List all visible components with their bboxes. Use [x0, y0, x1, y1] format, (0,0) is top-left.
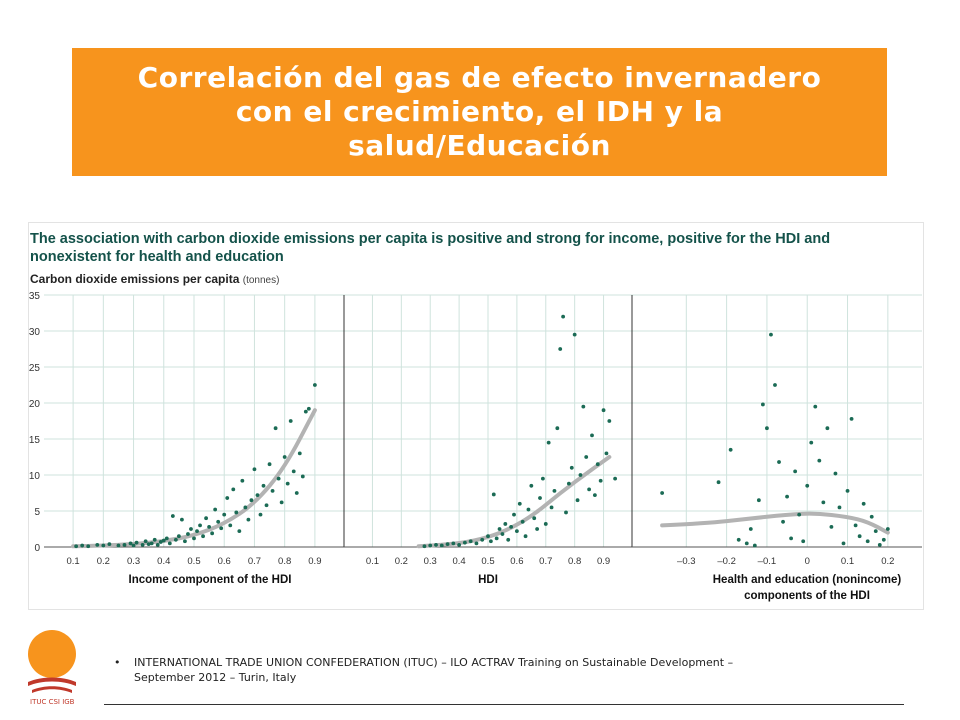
data-point [304, 410, 308, 414]
data-point [753, 544, 757, 548]
x-tick-label: 0.1 [840, 556, 855, 567]
x-axis-label: Health and education (nonincome) [712, 574, 902, 586]
data-point [177, 534, 181, 538]
footer-bullet-icon: • [114, 656, 121, 669]
data-point [512, 513, 516, 517]
data-point [561, 315, 565, 319]
figure-title: The association with carbon dioxide emissions per capita is positive and strong for income, positive for the HDI and nonexistent for health and education [30, 231, 831, 265]
data-point [805, 484, 809, 488]
data-point [95, 543, 99, 547]
data-point [576, 498, 580, 502]
x-tick-label: 0.8 [278, 556, 292, 567]
x-tick-label: 0.4 [452, 556, 466, 567]
data-point [773, 383, 777, 387]
data-point [165, 536, 169, 540]
data-point [801, 539, 805, 543]
data-point [135, 541, 139, 545]
data-point [253, 467, 257, 471]
data-point [289, 419, 293, 423]
data-point [817, 459, 821, 463]
y-tick-label: 15 [28, 435, 40, 446]
data-point [486, 534, 490, 538]
data-point [584, 455, 588, 459]
x-tick-label: 0.4 [157, 556, 171, 567]
data-point [878, 543, 882, 547]
data-point [446, 542, 450, 546]
slide-title: Correlación del gas de efecto invernadero con el crecimiento, el IDH y la salud/Educación [137, 61, 822, 162]
data-point [74, 544, 78, 548]
data-point [498, 527, 502, 531]
y-tick-label: 0 [34, 543, 40, 554]
x-tick-label: 0.2 [394, 556, 408, 567]
data-point [80, 544, 84, 548]
data-point [886, 527, 890, 531]
data-point [550, 506, 554, 510]
data-point [451, 542, 455, 546]
data-point [271, 489, 275, 493]
data-point [769, 333, 773, 337]
data-point [854, 524, 858, 528]
data-point [509, 525, 513, 529]
data-point [225, 496, 229, 500]
data-point [240, 479, 244, 483]
data-point [495, 536, 499, 540]
x-tick-label: 0.1 [66, 556, 80, 567]
data-point [295, 491, 299, 495]
y-axis-unit: (tonnes) [242, 275, 280, 286]
data-point [189, 527, 193, 531]
data-point [86, 544, 90, 548]
data-point [440, 544, 444, 548]
data-point [838, 506, 842, 510]
x-tick-label: –0.1 [757, 556, 777, 567]
data-point [529, 484, 533, 488]
data-point [821, 500, 825, 504]
data-point [858, 534, 862, 538]
x-tick-label: 0.8 [568, 556, 582, 567]
data-point [480, 538, 484, 542]
trend-line [662, 514, 888, 533]
data-point [761, 403, 765, 407]
data-point [174, 538, 178, 542]
data-point [564, 511, 568, 515]
data-point [489, 539, 493, 543]
data-point [123, 543, 127, 547]
data-point [745, 542, 749, 546]
x-tick-label: 0.6 [217, 556, 231, 567]
data-point [521, 520, 525, 524]
data-point [567, 482, 571, 486]
data-point [553, 489, 557, 493]
data-point [573, 333, 577, 337]
data-point [518, 502, 522, 506]
data-point [850, 417, 854, 421]
data-point [765, 426, 769, 430]
data-point [144, 539, 148, 543]
data-point [423, 544, 427, 548]
data-point [192, 536, 196, 540]
data-point [101, 544, 105, 548]
footer-text: INTERNATIONAL TRADE UNION CONFEDERATION (ITUC) – ILO ACTRAV Training on Sustainable Development – September 2012 – Turin, Italy [134, 656, 734, 684]
y-tick-label: 35 [28, 291, 40, 302]
x-tick-label: 0.3 [126, 556, 141, 567]
data-point [183, 539, 187, 543]
data-point [882, 538, 886, 542]
data-point [501, 532, 505, 536]
data-point [153, 538, 157, 542]
data-point [213, 508, 217, 512]
data-point [842, 542, 846, 546]
data-point [797, 513, 801, 517]
data-point [607, 419, 611, 423]
data-point [596, 462, 600, 466]
data-point [503, 522, 507, 526]
data-point [141, 543, 145, 547]
data-point [219, 526, 223, 530]
x-tick-label: 0.6 [510, 556, 524, 567]
data-point [186, 532, 190, 536]
logo-caption: ITUC CSI IGB [30, 698, 75, 706]
data-point [195, 529, 199, 533]
data-point [535, 527, 539, 531]
data-point [469, 539, 473, 543]
data-point [613, 477, 617, 481]
data-point [292, 470, 296, 474]
data-point [793, 470, 797, 474]
data-point [862, 502, 866, 506]
data-point [541, 477, 545, 481]
data-point [280, 500, 284, 504]
data-point [457, 543, 461, 547]
data-point [874, 529, 878, 533]
data-point [749, 527, 753, 531]
data-point [587, 488, 591, 492]
data-point [813, 405, 817, 409]
x-axis-label: HDI [478, 574, 498, 586]
data-point [313, 383, 317, 387]
x-tick-label: 0.2 [881, 556, 895, 567]
data-point [515, 529, 519, 533]
data-point [247, 518, 251, 522]
y-tick-label: 10 [28, 471, 40, 482]
data-point [256, 493, 260, 497]
data-point [593, 493, 597, 497]
data-point [846, 489, 850, 493]
data-point [834, 472, 838, 476]
x-tick-label: 0.5 [187, 556, 201, 567]
data-point [168, 542, 172, 546]
data-point [599, 479, 603, 483]
data-point [237, 529, 241, 533]
data-point [428, 544, 432, 548]
data-point [785, 495, 789, 499]
x-tick-label: 0.2 [96, 556, 110, 567]
y-tick-label: 5 [34, 507, 40, 518]
x-tick-label: 0.7 [247, 556, 262, 567]
data-point [259, 513, 263, 517]
x-tick-label: 0.1 [365, 556, 380, 567]
data-point [605, 452, 609, 456]
data-point [506, 538, 510, 542]
data-point [298, 452, 302, 456]
data-point [729, 448, 733, 452]
data-point [250, 498, 254, 502]
data-point [558, 347, 562, 351]
data-point [579, 473, 583, 477]
x-tick-label: 0 [804, 556, 810, 567]
data-point [547, 441, 551, 445]
data-point [198, 524, 202, 528]
data-point [210, 531, 214, 535]
data-point [274, 426, 278, 430]
data-point [107, 542, 111, 546]
data-point [830, 525, 834, 529]
x-tick-label: 0.3 [423, 556, 437, 567]
x-axis-label-line2: components of the HDI [744, 590, 870, 602]
data-point [475, 542, 479, 546]
data-point [268, 462, 272, 466]
data-point [434, 543, 438, 547]
y-tick-label: 30 [28, 327, 40, 338]
x-tick-label: 0.7 [539, 556, 553, 567]
data-point [243, 506, 247, 510]
data-point [222, 513, 226, 517]
footer-note [116, 655, 796, 685]
data-point [286, 482, 290, 486]
data-point [570, 466, 574, 470]
data-point [757, 498, 761, 502]
data-point [277, 477, 281, 481]
data-point [524, 534, 528, 538]
data-point [262, 484, 266, 488]
data-point [307, 407, 311, 411]
data-point [463, 541, 467, 545]
x-tick-label: –0.3 [677, 556, 696, 567]
data-point [781, 520, 785, 524]
data-point [717, 480, 721, 484]
x-axis-label: Income component of the HDI [128, 574, 292, 586]
data-point [555, 426, 559, 430]
y-tick-label: 20 [28, 399, 40, 410]
data-point [737, 538, 741, 542]
data-point [866, 539, 870, 543]
data-point [265, 503, 269, 507]
data-point [180, 518, 184, 522]
data-point [207, 525, 211, 529]
data-point [581, 405, 585, 409]
data-point [532, 516, 536, 520]
data-point [870, 515, 874, 519]
data-point [283, 455, 287, 459]
data-point [234, 511, 238, 515]
footer-divider [104, 704, 904, 705]
data-point [171, 514, 175, 518]
data-point [789, 536, 793, 540]
data-point [660, 491, 664, 495]
data-point [216, 520, 220, 524]
data-point [117, 544, 121, 548]
data-point [825, 426, 829, 430]
x-tick-label: 0.9 [308, 556, 322, 567]
x-tick-label: 0.5 [481, 556, 495, 567]
x-tick-label: 0.9 [596, 556, 611, 567]
data-point [590, 434, 594, 438]
data-point [301, 475, 305, 479]
data-point [150, 542, 154, 546]
data-point [156, 543, 160, 547]
y-tick-label: 25 [28, 363, 40, 374]
data-point [132, 544, 136, 548]
trend-line [419, 457, 610, 546]
y-axis-label-text: Carbon dioxide emissions per capita [30, 272, 240, 286]
data-point [602, 408, 606, 412]
data-point [527, 508, 531, 512]
data-point [228, 524, 232, 528]
data-point [777, 460, 781, 464]
data-point [201, 534, 205, 538]
data-point [231, 488, 235, 492]
data-point [809, 441, 813, 445]
data-point [538, 496, 542, 500]
data-point [204, 516, 208, 520]
data-point [492, 493, 496, 497]
x-tick-label: –0.2 [717, 556, 736, 567]
data-point [544, 522, 548, 526]
